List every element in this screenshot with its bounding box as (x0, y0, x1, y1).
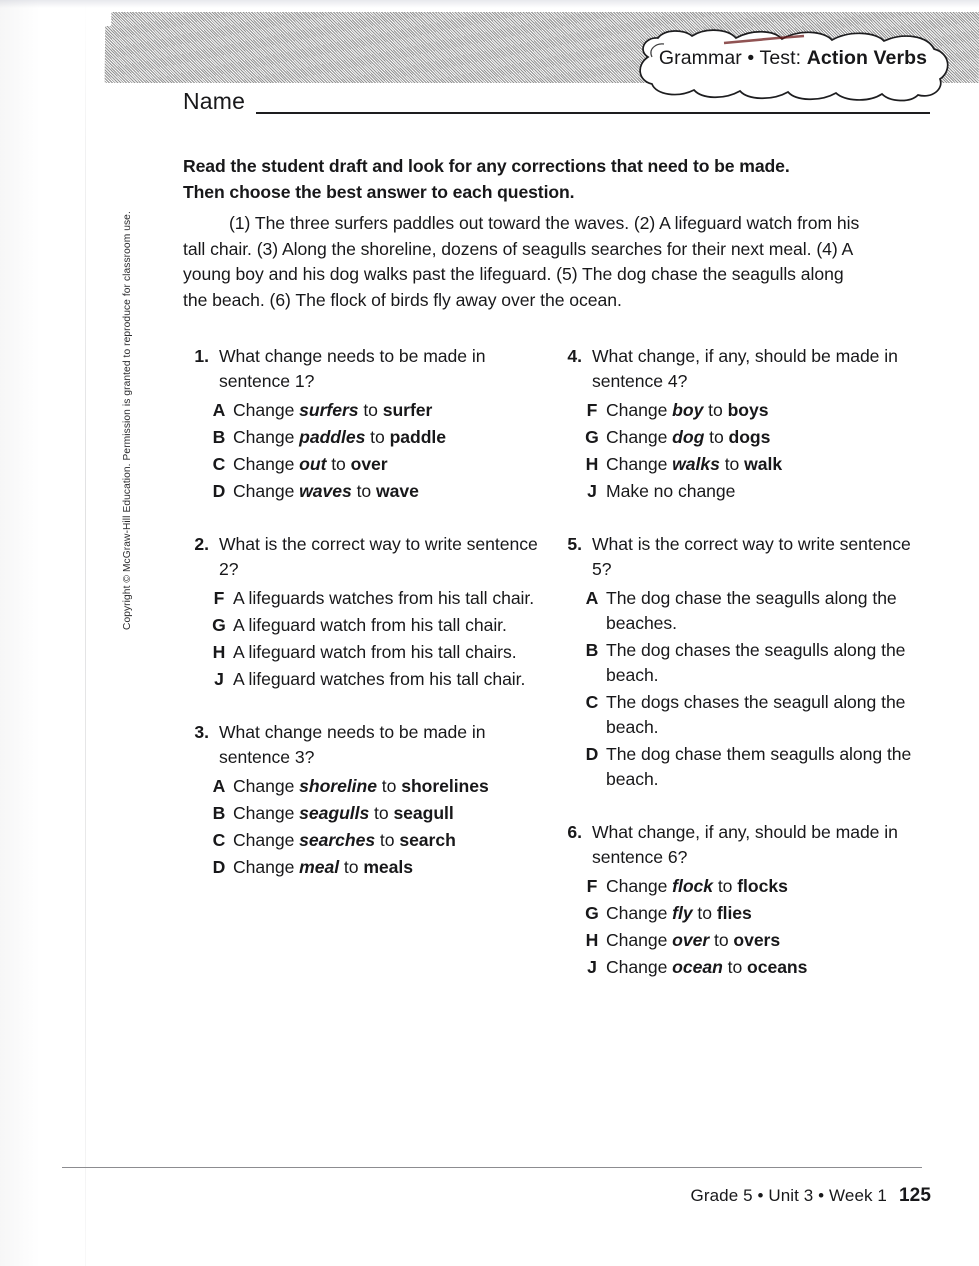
option-1b[interactable] (183, 425, 561, 450)
option-4h-st: walk (744, 454, 783, 474)
option-4f-mid: to (703, 400, 728, 420)
scan-edge-tint-top (0, 0, 979, 8)
question-4-number: 4. (567, 346, 582, 366)
option-6g-st: flies (716, 903, 752, 923)
option-4g-pre: Change (606, 427, 673, 447)
option-3a-em: shoreline (299, 776, 377, 796)
option-6g-letter: G (585, 903, 599, 923)
option-6f-em: flock (672, 876, 713, 896)
option-1a-mid: to (358, 400, 383, 420)
page-number: 125 (898, 1185, 931, 1206)
option-5b-letter: B (585, 640, 599, 660)
option-4j-letter: J (587, 481, 597, 501)
question-3-number: 3. (194, 722, 209, 742)
option-6h-pre: Change (606, 930, 673, 950)
option-3a-st: shorelines (401, 776, 489, 796)
footer (691, 1185, 931, 1207)
option-6g-pre: Change (606, 903, 673, 923)
option-6j[interactable] (556, 955, 934, 980)
option-1c-mid: to (326, 454, 351, 474)
option-3b-letter: B (212, 803, 226, 823)
option-4g-mid: to (704, 427, 729, 447)
option-2j-text: A lifeguard watches from his tall chair. (233, 669, 526, 689)
option-2j[interactable] (183, 667, 561, 692)
option-6h[interactable] (556, 928, 934, 953)
name-label: Name (183, 88, 246, 114)
instructions-text: Read the student draft and look for any corrections that need to be made. Then choose the best answer to each question. (183, 156, 790, 202)
option-4g-em: dog (672, 427, 705, 447)
option-6h-mid: to (709, 930, 734, 950)
question-3-prompt: What change needs to be made in sentence 3? (219, 722, 486, 767)
questions-column-left (183, 344, 561, 896)
option-3d-st: meals (363, 857, 413, 877)
option-1b-mid: to (365, 427, 390, 447)
question-2-options (183, 586, 561, 692)
option-5d[interactable] (556, 742, 934, 792)
question-3-head (183, 720, 561, 770)
option-3b-pre: Change (233, 803, 300, 823)
question-6-head (556, 820, 934, 870)
option-6g[interactable] (556, 901, 934, 926)
option-1a[interactable] (183, 398, 561, 423)
option-6g-mid: to (692, 903, 717, 923)
option-4h-letter: H (585, 454, 599, 474)
option-4h-em: walks (672, 454, 720, 474)
option-5a[interactable] (556, 586, 934, 636)
option-2h-letter: H (212, 642, 226, 662)
option-5d-letter: D (585, 744, 599, 764)
option-5c[interactable] (556, 690, 934, 740)
topic-label (628, 47, 958, 70)
option-1c-letter: C (212, 454, 226, 474)
option-4g-st: dogs (728, 427, 771, 447)
option-4h-pre: Change (606, 454, 673, 474)
option-5d-text: The dog chase them seagulls along the beach. (606, 744, 912, 789)
option-1b-em: paddles (299, 427, 366, 447)
question-4 (556, 344, 934, 504)
question-4-options (556, 398, 934, 504)
option-3b-em: seagulls (299, 803, 370, 823)
option-1c-st: over (350, 454, 388, 474)
question-5 (556, 532, 934, 792)
option-1c-pre: Change (233, 454, 300, 474)
option-5c-text: The dogs chases the seagull along the beach. (606, 692, 906, 737)
topic-prefix: Grammar • Test: (658, 47, 802, 69)
scan-edge-tint-left (0, 0, 40, 1266)
topic-name: Action Verbs (806, 47, 928, 69)
option-1b-letter: B (212, 427, 226, 447)
option-2f[interactable] (183, 586, 561, 611)
question-2-prompt: What is the correct way to write sentence 2? (219, 534, 538, 579)
option-4j[interactable] (556, 479, 934, 504)
option-6j-st: oceans (747, 957, 808, 977)
option-6f-mid: to (713, 876, 738, 896)
question-3 (183, 720, 561, 880)
option-3a-letter: A (212, 776, 226, 796)
option-3c-pre: Change (233, 830, 300, 850)
option-6j-mid: to (722, 957, 748, 977)
option-2f-letter: F (213, 588, 225, 608)
option-4f-letter: F (586, 400, 598, 420)
question-5-head (556, 532, 934, 582)
footer-locator: Grade 5 • Unit 3 • Week 1 (690, 1186, 887, 1205)
option-6g-em: fly (672, 903, 693, 923)
option-6h-em: over (672, 930, 710, 950)
option-1d-st: wave (376, 481, 419, 501)
option-1d-letter: D (212, 481, 226, 501)
question-2 (183, 532, 561, 692)
question-6-options (556, 874, 934, 980)
option-2f-text: A lifeguards watches from his tall chair. (233, 588, 535, 608)
option-1a-em: surfers (299, 400, 359, 420)
name-write-in-line[interactable] (256, 112, 930, 114)
option-5a-text: The dog chase the seagulls along the beaches. (606, 588, 897, 633)
question-6-number: 6. (567, 822, 582, 842)
option-1a-pre: Change (233, 400, 300, 420)
option-3b[interactable] (183, 801, 561, 826)
option-3a-pre: Change (233, 776, 300, 796)
option-3c-st: search (399, 830, 456, 850)
option-1d-em: waves (299, 481, 352, 501)
option-6f[interactable] (556, 874, 934, 899)
option-1a-st: surfer (382, 400, 433, 420)
question-6 (556, 820, 934, 980)
option-2g-letter: G (212, 615, 226, 635)
option-4f-pre: Change (606, 400, 673, 420)
option-6h-st: overs (733, 930, 781, 950)
option-3d-letter: D (212, 857, 226, 877)
option-1b-pre: Change (233, 427, 300, 447)
option-5b-text: The dog chases the seagulls along the beach. (606, 640, 906, 685)
footer-divider (62, 1167, 922, 1168)
option-1d-pre: Change (233, 481, 300, 501)
question-3-options (183, 774, 561, 880)
option-4g-letter: G (585, 427, 599, 447)
option-5c-letter: C (585, 692, 599, 712)
option-3a-mid: to (376, 776, 402, 796)
option-2j-letter: J (214, 669, 224, 689)
question-4-head (556, 344, 934, 394)
option-6h-letter: H (585, 930, 599, 950)
option-1c-em: out (299, 454, 327, 474)
name-field-row (183, 88, 943, 120)
option-4j-text: Make no change (606, 481, 736, 501)
copyright-notice: Copyright © McGraw-Hill Education. Permission is granted to reproduce for classroom use. (122, 211, 133, 630)
option-2g[interactable] (183, 613, 561, 638)
option-1d-mid: to (351, 481, 376, 501)
option-4f[interactable] (556, 398, 934, 423)
option-3c-em: searches (299, 830, 376, 850)
question-2-number: 2. (194, 534, 209, 554)
questions-column-right (556, 344, 934, 996)
option-3c-mid: to (375, 830, 400, 850)
question-6-prompt: What change, if any, should be made in sentence 6? (592, 822, 898, 867)
option-5a-letter: A (585, 588, 599, 608)
option-6f-letter: F (586, 876, 598, 896)
question-2-head (183, 532, 561, 582)
option-3d-mid: to (339, 857, 364, 877)
question-4-prompt: What change, if any, should be made in sentence 4? (592, 346, 898, 391)
option-3a[interactable] (183, 774, 561, 799)
question-5-options (556, 586, 934, 792)
option-3c-letter: C (212, 830, 226, 850)
scan-artifact-line (85, 0, 86, 1266)
student-draft-passage: (1) The three surfers paddles out toward the waves. (2) A lifeguard watch from his tall chair. (3) Along the shoreline, dozens of seagulls searches for their next meal. (4) A young boy and his dog walks past the lifeguard. (5) The dog chase the seagulls along the beach. (6) The flock of birds fly away over the ocean. (183, 213, 860, 310)
option-4f-em: boy (672, 400, 704, 420)
question-1-prompt: What change needs to be made in sentence 1? (219, 346, 486, 391)
option-4h-mid: to (719, 454, 745, 474)
question-1-number: 1. (194, 346, 209, 366)
question-5-number: 5. (567, 534, 582, 554)
option-3b-mid: to (369, 803, 394, 823)
option-6j-em: ocean (672, 957, 723, 977)
option-2g-text: A lifeguard watch from his tall chair. (233, 615, 507, 635)
question-1 (183, 344, 561, 504)
option-1c[interactable] (183, 452, 561, 477)
option-3d[interactable] (183, 855, 561, 880)
option-1a-letter: A (212, 400, 226, 420)
option-5b[interactable] (556, 638, 934, 688)
question-5-prompt: What is the correct way to write sentence 5? (592, 534, 911, 579)
option-4f-st: boys (727, 400, 769, 420)
option-6f-st: flocks (737, 876, 788, 896)
option-2h-text: A lifeguard watch from his tall chairs. (233, 642, 517, 662)
question-1-head (183, 344, 561, 394)
option-3b-st: seagull (393, 803, 454, 823)
option-3d-em: meal (299, 857, 340, 877)
option-2h[interactable] (183, 640, 561, 665)
option-3d-pre: Change (233, 857, 300, 877)
option-6j-letter: J (587, 957, 597, 977)
option-1b-st: paddle (389, 427, 446, 447)
option-6f-pre: Change (606, 876, 673, 896)
option-4g[interactable] (556, 425, 934, 450)
option-3c[interactable] (183, 828, 561, 853)
question-1-options (183, 398, 561, 504)
option-1d[interactable] (183, 479, 561, 504)
option-6j-pre: Change (606, 957, 673, 977)
option-4h[interactable] (556, 452, 934, 477)
